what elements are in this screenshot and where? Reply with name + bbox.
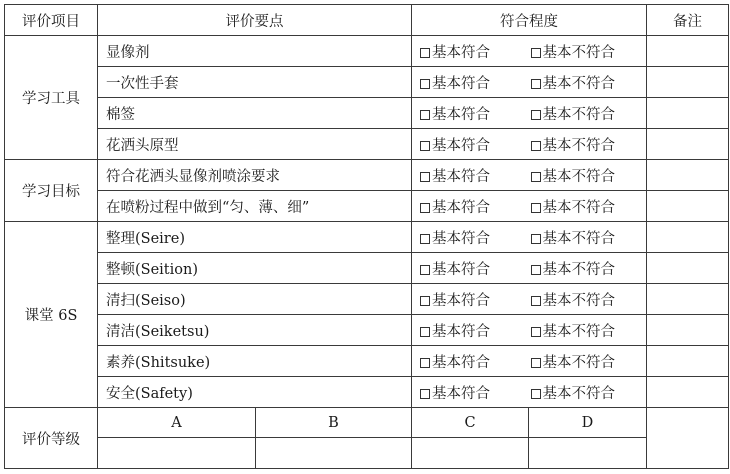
checkbox-icon[interactable]: [531, 265, 541, 275]
evaluation-point: 安全(Safety): [98, 377, 412, 408]
remark-cell[interactable]: [647, 315, 729, 346]
option-not-meets[interactable]: [529, 67, 647, 98]
option-meets-label: 基本符合: [432, 323, 490, 340]
evaluation-point: 素养(Shitsuke): [98, 346, 412, 377]
option-not-meets-label: 基本不符合: [542, 137, 615, 154]
grade-label: 评价等级: [5, 408, 98, 469]
grade-level-c: C: [412, 408, 529, 438]
checkbox-icon[interactable]: [420, 141, 430, 151]
table-row: [5, 346, 729, 377]
option-not-meets[interactable]: [529, 160, 647, 191]
table-row: [5, 191, 729, 222]
option-meets-label: 基本符合: [432, 199, 490, 216]
option-meets[interactable]: [412, 67, 529, 98]
category-cell: 学习工具: [5, 36, 98, 160]
option-meets-label: 基本符合: [432, 75, 490, 92]
option-meets-label: 基本符合: [432, 168, 490, 185]
option-not-meets[interactable]: [529, 191, 647, 222]
option-meets-label: 基本符合: [432, 292, 490, 309]
evaluation-point: 棉签: [98, 98, 412, 129]
option-not-meets-label: 基本不符合: [542, 230, 615, 247]
option-not-meets-label: 基本不符合: [542, 44, 615, 61]
evaluation-point: 清扫(Seiso): [98, 284, 412, 315]
checkbox-icon[interactable]: [531, 141, 541, 151]
checkbox-icon[interactable]: [420, 48, 430, 58]
table-row: [5, 284, 729, 315]
checkbox-icon[interactable]: [420, 265, 430, 275]
option-not-meets-label: 基本不符合: [542, 168, 615, 185]
evaluation-body: [5, 36, 729, 469]
grade-level-b: B: [256, 408, 412, 438]
evaluation-point: 符合花洒头显像剂喷涂要求: [98, 160, 412, 191]
header-degree: 符合程度: [412, 5, 647, 36]
option-meets-label: 基本符合: [432, 230, 490, 247]
option-meets-label: 基本符合: [432, 354, 490, 371]
evaluation-point: 显像剂: [98, 36, 412, 67]
table-row: [5, 377, 729, 408]
checkbox-icon[interactable]: [420, 203, 430, 213]
checkbox-icon[interactable]: [531, 327, 541, 337]
evaluation-point: 整理(Seire): [98, 222, 412, 253]
option-not-meets[interactable]: [529, 98, 647, 129]
option-meets[interactable]: [412, 222, 529, 253]
option-meets[interactable]: [412, 253, 529, 284]
grade-value-a[interactable]: [98, 438, 256, 469]
checkbox-icon[interactable]: [531, 358, 541, 368]
option-meets-label: 基本符合: [432, 137, 490, 154]
option-not-meets-label: 基本不符合: [542, 292, 615, 309]
header-row: [5, 5, 729, 36]
evaluation-table: [4, 4, 729, 469]
checkbox-icon[interactable]: [420, 172, 430, 182]
evaluation-point: 清洁(Seiketsu): [98, 315, 412, 346]
grade-value-d[interactable]: [529, 438, 647, 469]
option-not-meets[interactable]: [529, 36, 647, 67]
option-not-meets[interactable]: [529, 284, 647, 315]
table-row: [5, 36, 729, 67]
grade-value-row: [5, 438, 729, 469]
option-not-meets[interactable]: [529, 377, 647, 408]
remark-cell[interactable]: [647, 222, 729, 253]
table-row: [5, 67, 729, 98]
option-meets[interactable]: [412, 36, 529, 67]
option-not-meets[interactable]: [529, 129, 647, 160]
grade-value-b[interactable]: [256, 438, 412, 469]
checkbox-icon[interactable]: [420, 110, 430, 120]
option-meets[interactable]: [412, 129, 529, 160]
checkbox-icon[interactable]: [531, 172, 541, 182]
option-not-meets-label: 基本不符合: [542, 199, 615, 216]
grade-level-d: D: [529, 408, 647, 438]
checkbox-icon[interactable]: [531, 234, 541, 244]
checkbox-icon[interactable]: [531, 79, 541, 89]
evaluation-point: 整顿(Seition): [98, 253, 412, 284]
option-meets[interactable]: [412, 160, 529, 191]
grade-level-a: A: [98, 408, 256, 438]
checkbox-icon[interactable]: [420, 79, 430, 89]
grade-header-row: [5, 408, 729, 438]
header-remark: 备注: [647, 5, 729, 36]
table-row: [5, 315, 729, 346]
option-not-meets-label: 基本不符合: [542, 323, 615, 340]
option-meets[interactable]: [412, 284, 529, 315]
option-not-meets[interactable]: [529, 222, 647, 253]
remark-cell[interactable]: [647, 129, 729, 160]
checkbox-icon[interactable]: [420, 234, 430, 244]
table-row: [5, 253, 729, 284]
remark-cell[interactable]: [647, 160, 729, 191]
table-row: [5, 222, 729, 253]
option-meets-label: 基本符合: [432, 385, 490, 402]
category-cell: 课堂 6S: [5, 222, 98, 408]
option-not-meets-label: 基本不符合: [542, 354, 615, 371]
remark-cell[interactable]: [647, 67, 729, 98]
grade-value-c[interactable]: [412, 438, 529, 469]
evaluation-point: 在喷粉过程中做到“匀、薄、细”: [98, 191, 412, 222]
option-meets[interactable]: [412, 346, 529, 377]
header-item: 评价项目: [5, 5, 98, 36]
remark-cell[interactable]: [647, 191, 729, 222]
option-meets-label: 基本符合: [432, 261, 490, 278]
remark-cell[interactable]: [647, 346, 729, 377]
option-not-meets-label: 基本不符合: [542, 261, 615, 278]
option-not-meets[interactable]: [529, 315, 647, 346]
checkbox-icon[interactable]: [420, 358, 430, 368]
option-not-meets-label: 基本不符合: [542, 75, 615, 92]
remark-cell[interactable]: [647, 284, 729, 315]
table-row: [5, 98, 729, 129]
option-meets[interactable]: [412, 377, 529, 408]
option-meets-label: 基本符合: [432, 44, 490, 61]
option-meets[interactable]: [412, 191, 529, 222]
header-points: 评价要点: [98, 5, 412, 36]
checkbox-icon[interactable]: [531, 48, 541, 58]
checkbox-icon[interactable]: [420, 296, 430, 306]
option-not-meets[interactable]: [529, 253, 647, 284]
checkbox-icon[interactable]: [531, 203, 541, 213]
remark-cell[interactable]: [647, 253, 729, 284]
grade-remark-cell[interactable]: [647, 408, 729, 469]
evaluation-point: 一次性手套: [98, 67, 412, 98]
option-not-meets[interactable]: [529, 346, 647, 377]
table-row: [5, 160, 729, 191]
option-not-meets-label: 基本不符合: [542, 385, 615, 402]
evaluation-point: 花洒头原型: [98, 129, 412, 160]
option-meets[interactable]: [412, 315, 529, 346]
checkbox-icon[interactable]: [531, 296, 541, 306]
checkbox-icon[interactable]: [531, 110, 541, 120]
category-cell: 学习目标: [5, 160, 98, 222]
checkbox-icon[interactable]: [420, 327, 430, 337]
remark-cell[interactable]: [647, 36, 729, 67]
option-not-meets-label: 基本不符合: [542, 106, 615, 123]
option-meets-label: 基本符合: [432, 106, 490, 123]
checkbox-icon[interactable]: [420, 389, 430, 399]
option-meets[interactable]: [412, 98, 529, 129]
checkbox-icon[interactable]: [531, 389, 541, 399]
table-row: [5, 129, 729, 160]
remark-cell[interactable]: [647, 377, 729, 408]
remark-cell[interactable]: [647, 98, 729, 129]
